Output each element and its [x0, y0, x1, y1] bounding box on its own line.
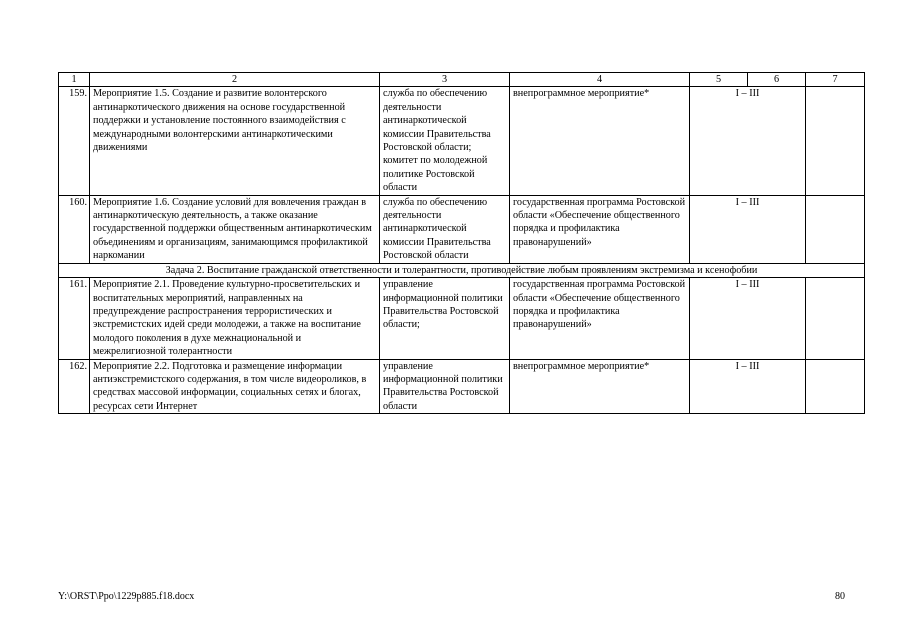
- col-header: 3: [380, 73, 510, 87]
- table-row: [59, 359, 865, 414]
- page-number: 80: [835, 591, 845, 602]
- period-cell: I – III: [690, 278, 806, 359]
- period-cell: I – III: [690, 359, 806, 414]
- file-path: Y:\ORST\Ppo\1229p885.f18.docx: [58, 591, 195, 602]
- action-cell: Мероприятие 1.5. Создание и развитие волонтерского антинаркотического движения на основе государственной поддержки и установление постоянного взаимодействия с международными волонтерскими антинаркотическими движениями: [90, 87, 380, 195]
- source-cell: внепрограммное мероприятие*: [510, 359, 690, 414]
- task-row: [59, 263, 865, 277]
- source-cell: государственная программа Ростовской области «Обеспечение общественного порядка и профилактика правонарушений»: [510, 278, 690, 359]
- table-row: [59, 278, 865, 359]
- period-cell: I – III: [690, 87, 806, 195]
- row-number: 159.: [59, 87, 90, 195]
- source-cell: государственная программа Ростовской области «Обеспечение общественного порядка и профилактика правонарушений»: [510, 195, 690, 263]
- measures-table: [58, 72, 865, 414]
- table-row: [59, 87, 865, 195]
- col-header: 7: [806, 73, 865, 87]
- executor-cell: управление информационной политики Правительства Ростовской области: [380, 359, 510, 414]
- row-number: 161.: [59, 278, 90, 359]
- col-header: 1: [59, 73, 90, 87]
- empty-cell: [806, 359, 865, 414]
- action-cell: Мероприятие 1.6. Создание условий для вовлечения граждан в антинаркотическую деятельность, а также оказание государственной поддержки общественным антинаркотическим объединениям и организациям, занимающимся профилактикой наркомании: [90, 195, 380, 263]
- table-row: [59, 195, 865, 263]
- empty-cell: [806, 278, 865, 359]
- empty-cell: [806, 87, 865, 195]
- executor-cell: служба по обеспечению деятельности антинаркотической комиссии Правительства Ростовской области: [380, 195, 510, 263]
- row-number: 162.: [59, 359, 90, 414]
- executor-cell: управление информационной политики Правительства Ростовской области;: [380, 278, 510, 359]
- task-heading: Задача 2. Воспитание гражданской ответственности и толерантности, противодействие любым проявлениям экстремизма и ксенофобии: [59, 263, 865, 277]
- executor-cell: служба по обеспечению деятельности антинаркотической комиссии Правительства Ростовской области; комитет по молодежной политике Ростовской области: [380, 87, 510, 195]
- empty-cell: [806, 195, 865, 263]
- col-header: 5: [690, 73, 748, 87]
- source-cell: внепрограммное мероприятие*: [510, 87, 690, 195]
- action-cell: Мероприятие 2.1. Проведение культурно-просветительских и воспитательных мероприятий, направленных на предупреждение распространения террористических и экстремистских идей среди молодежи, а также на воспитание молодого поколения в духе межнациональной и межрелигиозной толерантности: [90, 278, 380, 359]
- col-header: 6: [748, 73, 806, 87]
- column-number-row: [59, 73, 865, 87]
- col-header: 2: [90, 73, 380, 87]
- period-cell: I – III: [690, 195, 806, 263]
- action-cell: Мероприятие 2.2. Подготовка и размещение информации антиэкстремистского содержания, в том числе видеороликов, в средствах массовой информации, социальных сетях и блогах, ресурсах сети Интернет: [90, 359, 380, 414]
- row-number: 160.: [59, 195, 90, 263]
- col-header: 4: [510, 73, 690, 87]
